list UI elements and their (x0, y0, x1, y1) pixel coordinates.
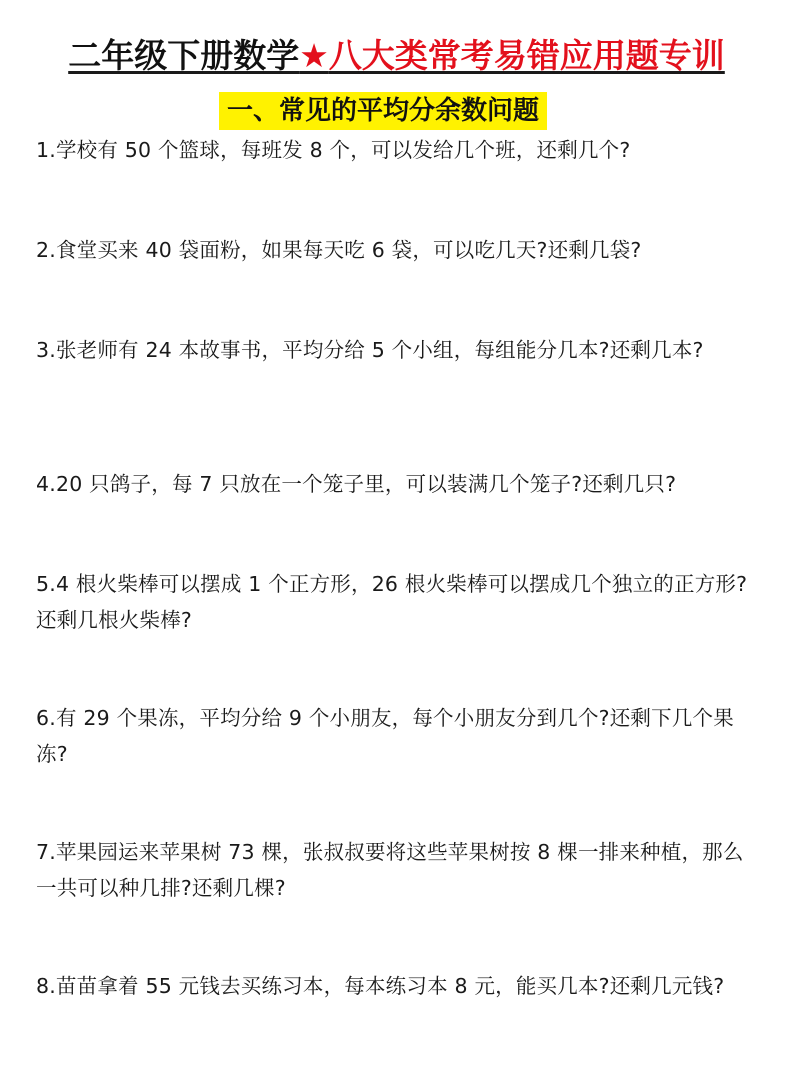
problem-1: 1.学校有 50 个篮球，每班发 8 个，可以发给几个班，还剩几个? (36, 138, 631, 162)
title-topic-text: 八大类常考易错应用题专训 (328, 36, 725, 75)
title-underlined-text (68, 34, 725, 78)
problem-5: 5.4 根火柴棒可以摆成 1 个正方形，26 根火柴棒可以摆成几个独立的正方形?还剩几根火柴棒? (36, 572, 748, 632)
problem-2: 2.食堂买来 40 袋面粉，如果每天吃 6 袋，可以吃几天?还剩几袋? (36, 238, 642, 262)
section-heading: 一、常见的平均分余数问题 (219, 92, 547, 130)
star-icon: ★ (299, 36, 329, 75)
title-grade-text: 二年级下册数学 (68, 36, 300, 75)
problem-4: 4.20 只鸽子，每 7 只放在一个笼子里，可以装满几个笼子?还剩几只? (36, 472, 677, 496)
problem-7: 7.苹果园运来苹果树 73 棵，张叔叔要将这些苹果树按 8 棵一排来种植，那么一共可以种几排?还剩几棵? (36, 840, 744, 900)
problem-6: 6.有 29 个果冻，平均分给 9 个小朋友，每个小朋友分到几个?还剩下几个果冻? (36, 706, 734, 766)
page-title (0, 34, 793, 78)
problem-8: 8.苗苗拿着 55 元钱去买练习本，每本练习本 8 元，能买几本?还剩几元钱? (36, 974, 725, 998)
problem-3: 3.张老师有 24 本故事书，平均分给 5 个小组，每组能分几本?还剩几本? (36, 338, 704, 362)
